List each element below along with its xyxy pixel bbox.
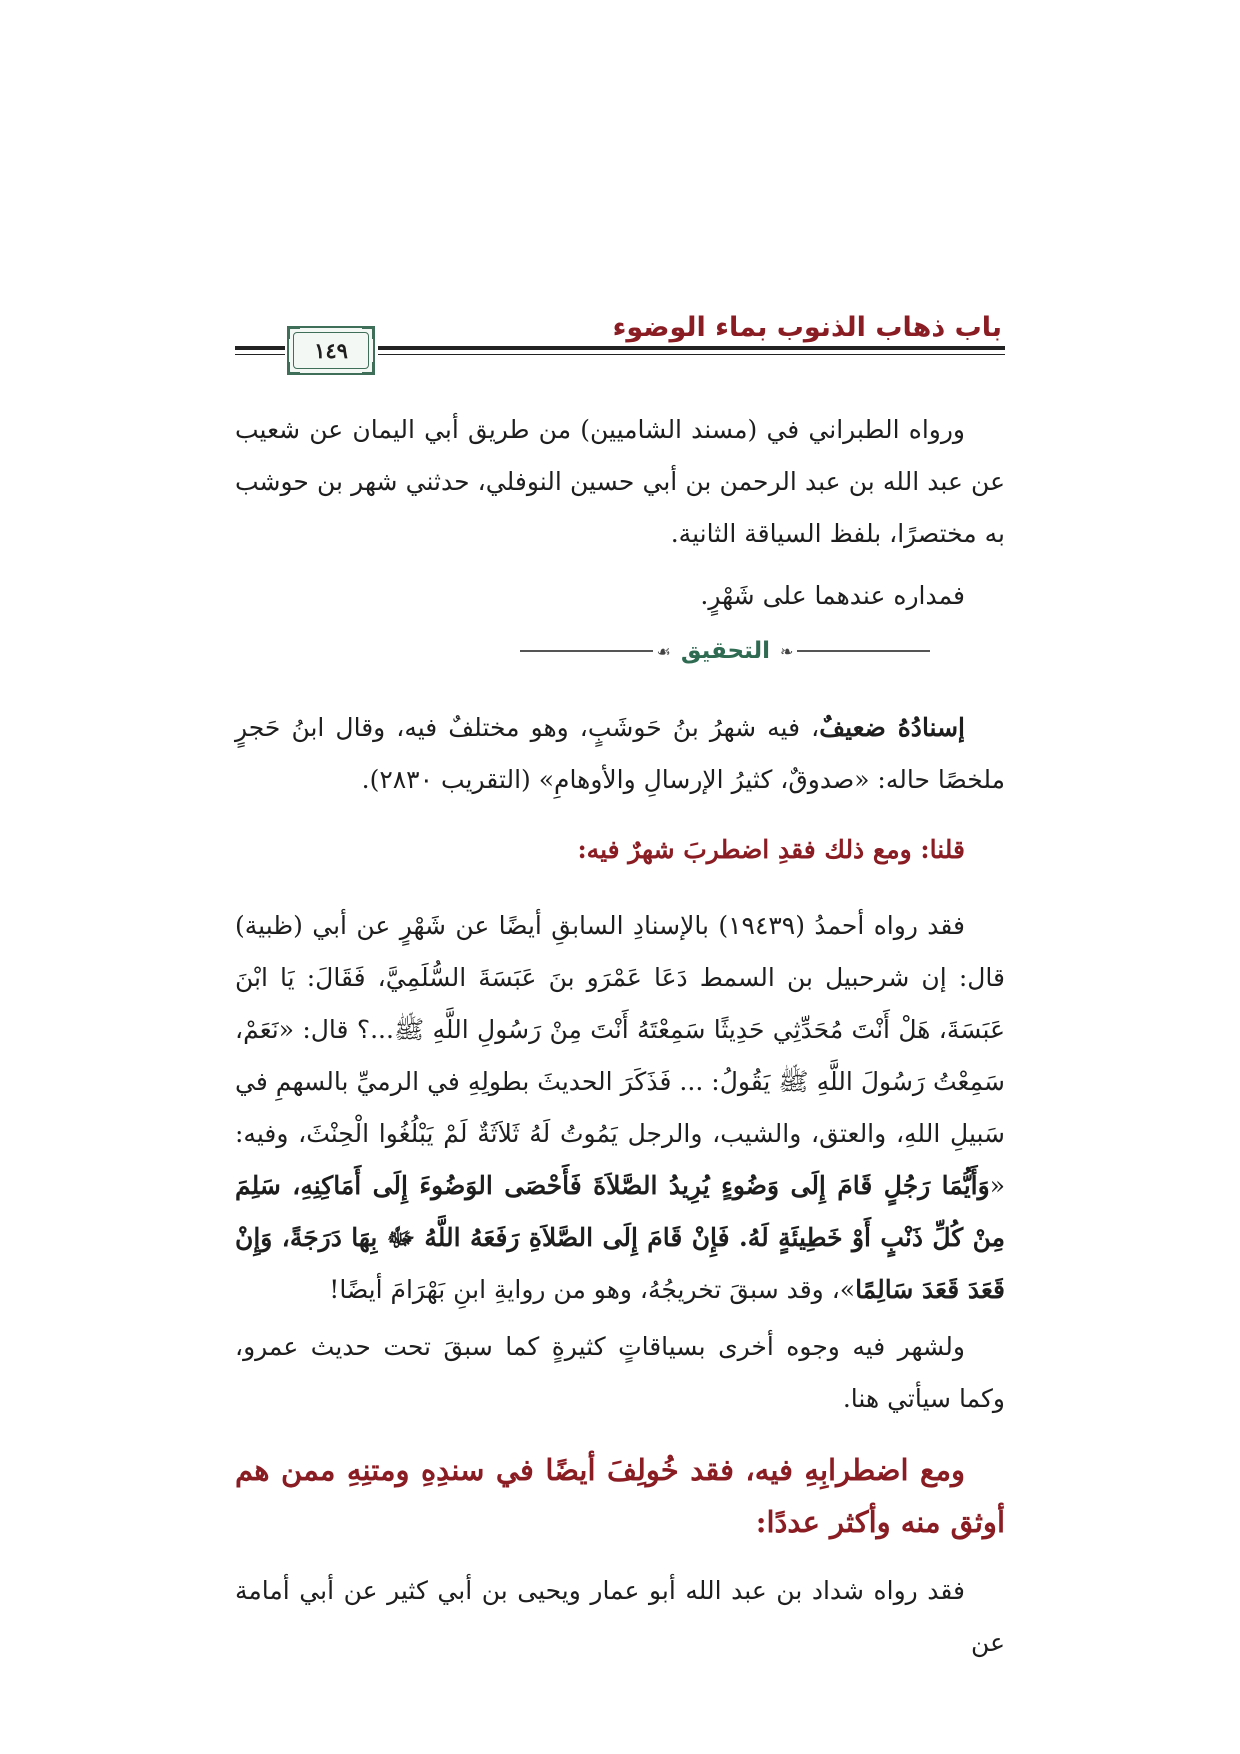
header-rule-thick-right <box>378 346 1005 350</box>
divider-line-left <box>520 650 653 652</box>
paragraph-madaruh: فمداره عندهما على شَهْرٍ. <box>700 581 965 610</box>
section-divider <box>520 636 930 666</box>
ornament-icon: ❧ <box>780 641 794 661</box>
header-rule-thin-left <box>235 354 285 355</box>
paragraph-shaddad: فقد رواه شداد بن عبد الله أبو عمار ويحيى بن أبي كثير عن أبي أمامة عن <box>235 1576 1005 1657</box>
heading-qulna: قلنا: ومع ذلك فقدِ اضطربَ شهرٌ فيه: <box>577 835 965 864</box>
isnad-verdict: إسنادُهُ ضعيفٌ <box>819 713 965 742</box>
section-title: التحقيق <box>680 638 771 664</box>
ornament-icon: ☙ <box>656 641 671 661</box>
heading-contradiction: ومع اضطرابِهِ فيه، فقد خُولِفَ أيضًا في سندِهِ ومتنِهِ ممن هم أوثق منه وأكثر عددًا: <box>235 1453 1005 1539</box>
isnad-details: ، فيه شهرُ بنُ حَوشَبٍ، وهو مختلفٌ فيه، وقال ابنُ حَجرٍ ملخصًا حاله: «صدوقٌ، كثيرُ الإرسالِ والأوهامِ» (التقريب ٢٨٣٠). <box>235 713 1005 794</box>
page-number-badge <box>287 326 375 375</box>
divider-line-right <box>797 650 930 652</box>
page-number: ١٤٩ <box>314 338 348 363</box>
paragraph-ahmad: فقد رواه أحمدُ (١٩٤٣٩) بالإسنادِ السابقِ أيضًا عن شَهْرٍ عن أبي (ظبية) قال: إن شرحبيل بن السمط دَعَا عَمْرَو بنَ عَبَسَةَ السُّلَمِيَّ، فَقَالَ: يَا ابْنَ عَبَسَةَ، هَلْ أَنْتَ مُحَدِّثِي حَدِيثًا سَمِعْتَهُ أَنْتَ مِنْ رَسُولِ اللَّهِ ﷺ...؟ قال: «نَعَمْ، سَمِعْتُ رَسُولَ اللَّهِ ﷺ يَقُولُ: ... فَذَكَرَ الحديثَ بطولِهِ في الرميِّ بالسهمِ في سَبيلِ اللهِ، والعتق، والشيب، والرجل يَمُوتُ لَهُ ثَلاَثَةٌ لَمْ يَبْلُغُوا الْحِنْثَ، وفيه: «وَأَيُّمَا رَجُلٍ قَامَ إِلَى وَضُوءٍ يُرِيدُ الصَّلاَةَ فَأَحْصَى الوَضُوءَ إِلَى أَمَاكِنِهِ، سَلِمَ مِنْ كُلِّ ذَنْبٍ أَوْ خَطِيئَةٍ لَهُ. فَإِنْ قَامَ إِلَى الصَّلاَةِ رَفَعَهُ اللَّهُ ﷻ بِهَا دَرَجَةً، وَإِنْ قَعَدَ قَعَدَ سَالِمًا»، وقد سبقَ تخريجُهُ، وهو من روايةِ ابنِ بَهْرَامَ أيضًا! <box>235 911 1005 1304</box>
paragraph-other-ways: ولشهر فيه وجوه أخرى بسياقاتٍ كثيرةٍ كما سبقَ تحت حديث عمرو، وكما سيأتي هنا. <box>235 1332 1005 1413</box>
paragraph-tabarani: ورواه الطبراني في (مسند الشاميين) من طريق أبي اليمان عن شعيب عن عبد الله بن عبد الرحمن بن أبي حسين النوفلي، حدثني شهر بن حوشب به مختصرًا، بلفظ السياقة الثانية. <box>235 415 1005 548</box>
header-rule-thin-right <box>378 354 1005 355</box>
chapter-title: باب ذهاب الذنوب بماء الوضوء <box>612 312 1002 343</box>
hadith-quote: وَأَيُّمَا رَجُلٍ قَامَ إِلَى وَضُوءٍ يُرِيدُ الصَّلاَةَ فَأَحْصَى الوَضُوءَ إِلَى أَمَاكِنِهِ، سَلِمَ مِنْ كُلِّ ذَنْبٍ أَوْ خَطِيئَةٍ لَهُ. فَإِنْ قَامَ إِلَى الصَّلاَةِ رَفَعَهُ اللَّهُ ﷻ بِهَا دَرَجَةً، وَإِنْ قَعَدَ قَعَدَ سَالِمًا <box>235 1171 1005 1304</box>
paragraph-isnad <box>235 702 1005 806</box>
header-rule-thick-left <box>235 346 285 350</box>
